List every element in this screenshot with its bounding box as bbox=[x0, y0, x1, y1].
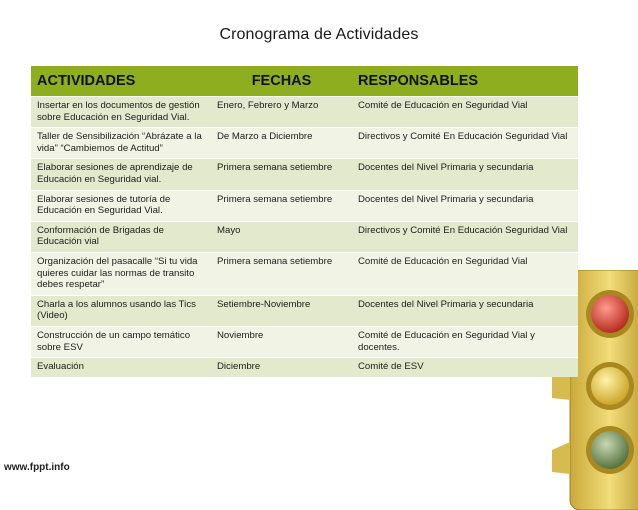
cell-fecha: Setiembre-Noviembre bbox=[211, 295, 352, 326]
table-row bbox=[31, 252, 578, 295]
table-row bbox=[31, 326, 578, 357]
table-row bbox=[31, 97, 578, 128]
cell-actividad: Insertar en los documentos de gestión sobre Educación en Seguridad Vial. bbox=[31, 97, 211, 128]
cell-fecha: Noviembre bbox=[211, 326, 352, 357]
activities-schedule-table bbox=[31, 66, 578, 377]
footer-site-link[interactable]: www.fppt.info bbox=[4, 462, 70, 473]
table-row bbox=[31, 358, 578, 377]
cell-fecha: Primera semana setiembre bbox=[211, 190, 352, 221]
header-fechas: FECHAS bbox=[211, 66, 352, 97]
cell-actividad: Taller de Sensibilización “Abrázate a la vida” “Cambiemos de Actitud” bbox=[31, 128, 211, 159]
table-row bbox=[31, 190, 578, 221]
cell-responsable: Comité de ESV bbox=[352, 358, 578, 377]
table-row bbox=[31, 221, 578, 252]
cell-responsable: Directivos y Comité En Educación Seguridad Vial bbox=[352, 128, 578, 159]
table-row bbox=[31, 159, 578, 190]
cell-actividad: Evaluación bbox=[31, 358, 211, 377]
cell-actividad: Construcción de un campo temático sobre ESV bbox=[31, 326, 211, 357]
cell-responsable: Comité de Educación en Seguridad Vial bbox=[352, 252, 578, 295]
cell-responsable: Directivos y Comité En Educación Seguridad Vial bbox=[352, 221, 578, 252]
cell-fecha: Mayo bbox=[211, 221, 352, 252]
table-header-row bbox=[31, 66, 578, 97]
header-actividades: ACTIVIDADES bbox=[31, 66, 211, 97]
cell-actividad: Charla a los alumnos usando las Tics (Video) bbox=[31, 295, 211, 326]
cell-responsable: Comité de Educación en Seguridad Vial bbox=[352, 97, 578, 128]
cell-fecha: Enero, Febrero y Marzo bbox=[211, 97, 352, 128]
cell-responsable: Docentes del Nivel Primaria y secundaria bbox=[352, 295, 578, 326]
cell-fecha: Diciembre bbox=[211, 358, 352, 377]
cell-actividad: Elaborar sesiones de aprendizaje de Educación en Seguridad vial. bbox=[31, 159, 211, 190]
cell-responsable: Comité de Educación en Seguridad Vial y docentes. bbox=[352, 326, 578, 357]
cell-actividad: Conformación de Brigadas de Educación vial bbox=[31, 221, 211, 252]
header-responsables: RESPONSABLES bbox=[352, 66, 578, 97]
cell-fecha: Primera semana setiembre bbox=[211, 159, 352, 190]
cell-fecha: Primera semana setiembre bbox=[211, 252, 352, 295]
cell-actividad: Organización del pasacalle “Si tu vida quieres cuidar las normas de transito debes respetar” bbox=[31, 252, 211, 295]
cell-actividad: Elaborar sesiones de tutoría de Educación en Seguridad Vial. bbox=[31, 190, 211, 221]
page-title: Cronograma de Actividades bbox=[219, 26, 419, 43]
cell-fecha: De Marzo a Diciembre bbox=[211, 128, 352, 159]
table-row bbox=[31, 128, 578, 159]
table-row bbox=[31, 295, 578, 326]
cell-responsable: Docentes del Nivel Primaria y secundaria bbox=[352, 159, 578, 190]
cell-responsable: Docentes del Nivel Primaria y secundaria bbox=[352, 190, 578, 221]
